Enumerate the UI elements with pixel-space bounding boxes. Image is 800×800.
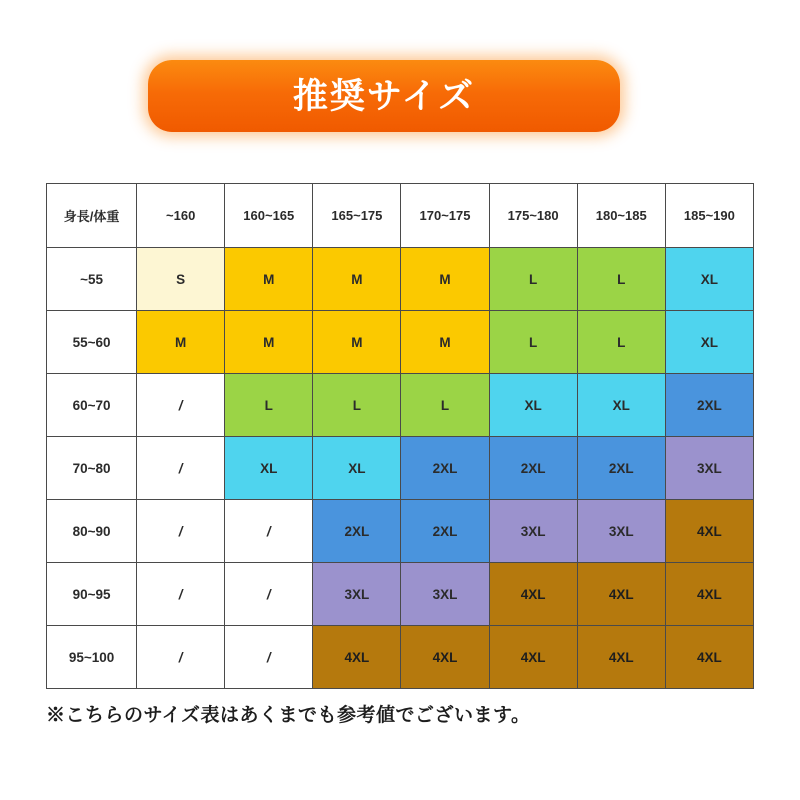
cell-1-2: M [313, 311, 401, 374]
column-header-3: 170~175 [401, 184, 489, 248]
table-row [47, 626, 754, 689]
cell-2-6: 2XL [665, 374, 753, 437]
cell-4-6: 4XL [665, 500, 753, 563]
cell-2-3: L [401, 374, 489, 437]
page-title: 推奨サイズ [292, 76, 476, 116]
cell-0-2: M [313, 248, 401, 311]
cell-6-6: 4XL [665, 626, 753, 689]
table-header-row [47, 184, 754, 248]
cell-1-3: M [401, 311, 489, 374]
column-header-4: 175~180 [489, 184, 577, 248]
column-header-0: ~160 [137, 184, 225, 248]
cell-6-3: 4XL [401, 626, 489, 689]
cell-0-3: M [401, 248, 489, 311]
cell-2-0: / [137, 374, 225, 437]
size-table [46, 183, 754, 689]
column-header-1: 160~165 [225, 184, 313, 248]
cell-5-3: 3XL [401, 563, 489, 626]
footnote-text: ※こちらのサイズ表はあくまでも参考値でございます。 [46, 705, 531, 726]
title-banner-background [148, 60, 620, 132]
cell-4-4: 3XL [489, 500, 577, 563]
cell-3-6: 3XL [665, 437, 753, 500]
cell-1-4: L [489, 311, 577, 374]
cell-6-5: 4XL [577, 626, 665, 689]
row-header-1: 55~60 [47, 311, 137, 374]
cell-4-1: / [225, 500, 313, 563]
cell-1-6: XL [665, 311, 753, 374]
cell-2-5: XL [577, 374, 665, 437]
cell-3-4: 2XL [489, 437, 577, 500]
cell-5-2: 3XL [313, 563, 401, 626]
table-row [47, 374, 754, 437]
column-header-6: 185~190 [665, 184, 753, 248]
cell-5-6: 4XL [665, 563, 753, 626]
cell-1-1: M [225, 311, 313, 374]
cell-3-5: 2XL [577, 437, 665, 500]
cell-2-1: L [225, 374, 313, 437]
cell-4-5: 3XL [577, 500, 665, 563]
cell-1-5: L [577, 311, 665, 374]
table-row [47, 500, 754, 563]
row-header-4: 80~90 [47, 500, 137, 563]
row-header-5: 90~95 [47, 563, 137, 626]
row-header-2: 60~70 [47, 374, 137, 437]
cell-6-2: 4XL [313, 626, 401, 689]
cell-5-0: / [137, 563, 225, 626]
cell-1-0: M [137, 311, 225, 374]
cell-3-3: 2XL [401, 437, 489, 500]
cell-5-4: 4XL [489, 563, 577, 626]
row-header-3: 70~80 [47, 437, 137, 500]
size-table-container [46, 183, 754, 689]
cell-0-4: L [489, 248, 577, 311]
table-row [47, 437, 754, 500]
row-header-0: ~55 [47, 248, 137, 311]
column-header-5: 180~185 [577, 184, 665, 248]
cell-4-2: 2XL [313, 500, 401, 563]
cell-0-5: L [577, 248, 665, 311]
cell-4-3: 2XL [401, 500, 489, 563]
cell-4-0: / [137, 500, 225, 563]
cell-3-2: XL [313, 437, 401, 500]
cell-0-6: XL [665, 248, 753, 311]
cell-5-5: 4XL [577, 563, 665, 626]
cell-0-1: M [225, 248, 313, 311]
corner-header: 身長/体重 [47, 184, 137, 248]
table-row [47, 311, 754, 374]
size-table-body [47, 248, 754, 689]
column-header-2: 165~175 [313, 184, 401, 248]
cell-0-0: S [137, 248, 225, 311]
title-banner [148, 60, 620, 132]
table-row [47, 563, 754, 626]
table-row [47, 248, 754, 311]
size-table-header [47, 184, 754, 248]
cell-3-0: / [137, 437, 225, 500]
cell-2-4: XL [489, 374, 577, 437]
row-header-6: 95~100 [47, 626, 137, 689]
cell-6-4: 4XL [489, 626, 577, 689]
cell-6-0: / [137, 626, 225, 689]
cell-3-1: XL [225, 437, 313, 500]
cell-5-1: / [225, 563, 313, 626]
cell-2-2: L [313, 374, 401, 437]
cell-6-1: / [225, 626, 313, 689]
